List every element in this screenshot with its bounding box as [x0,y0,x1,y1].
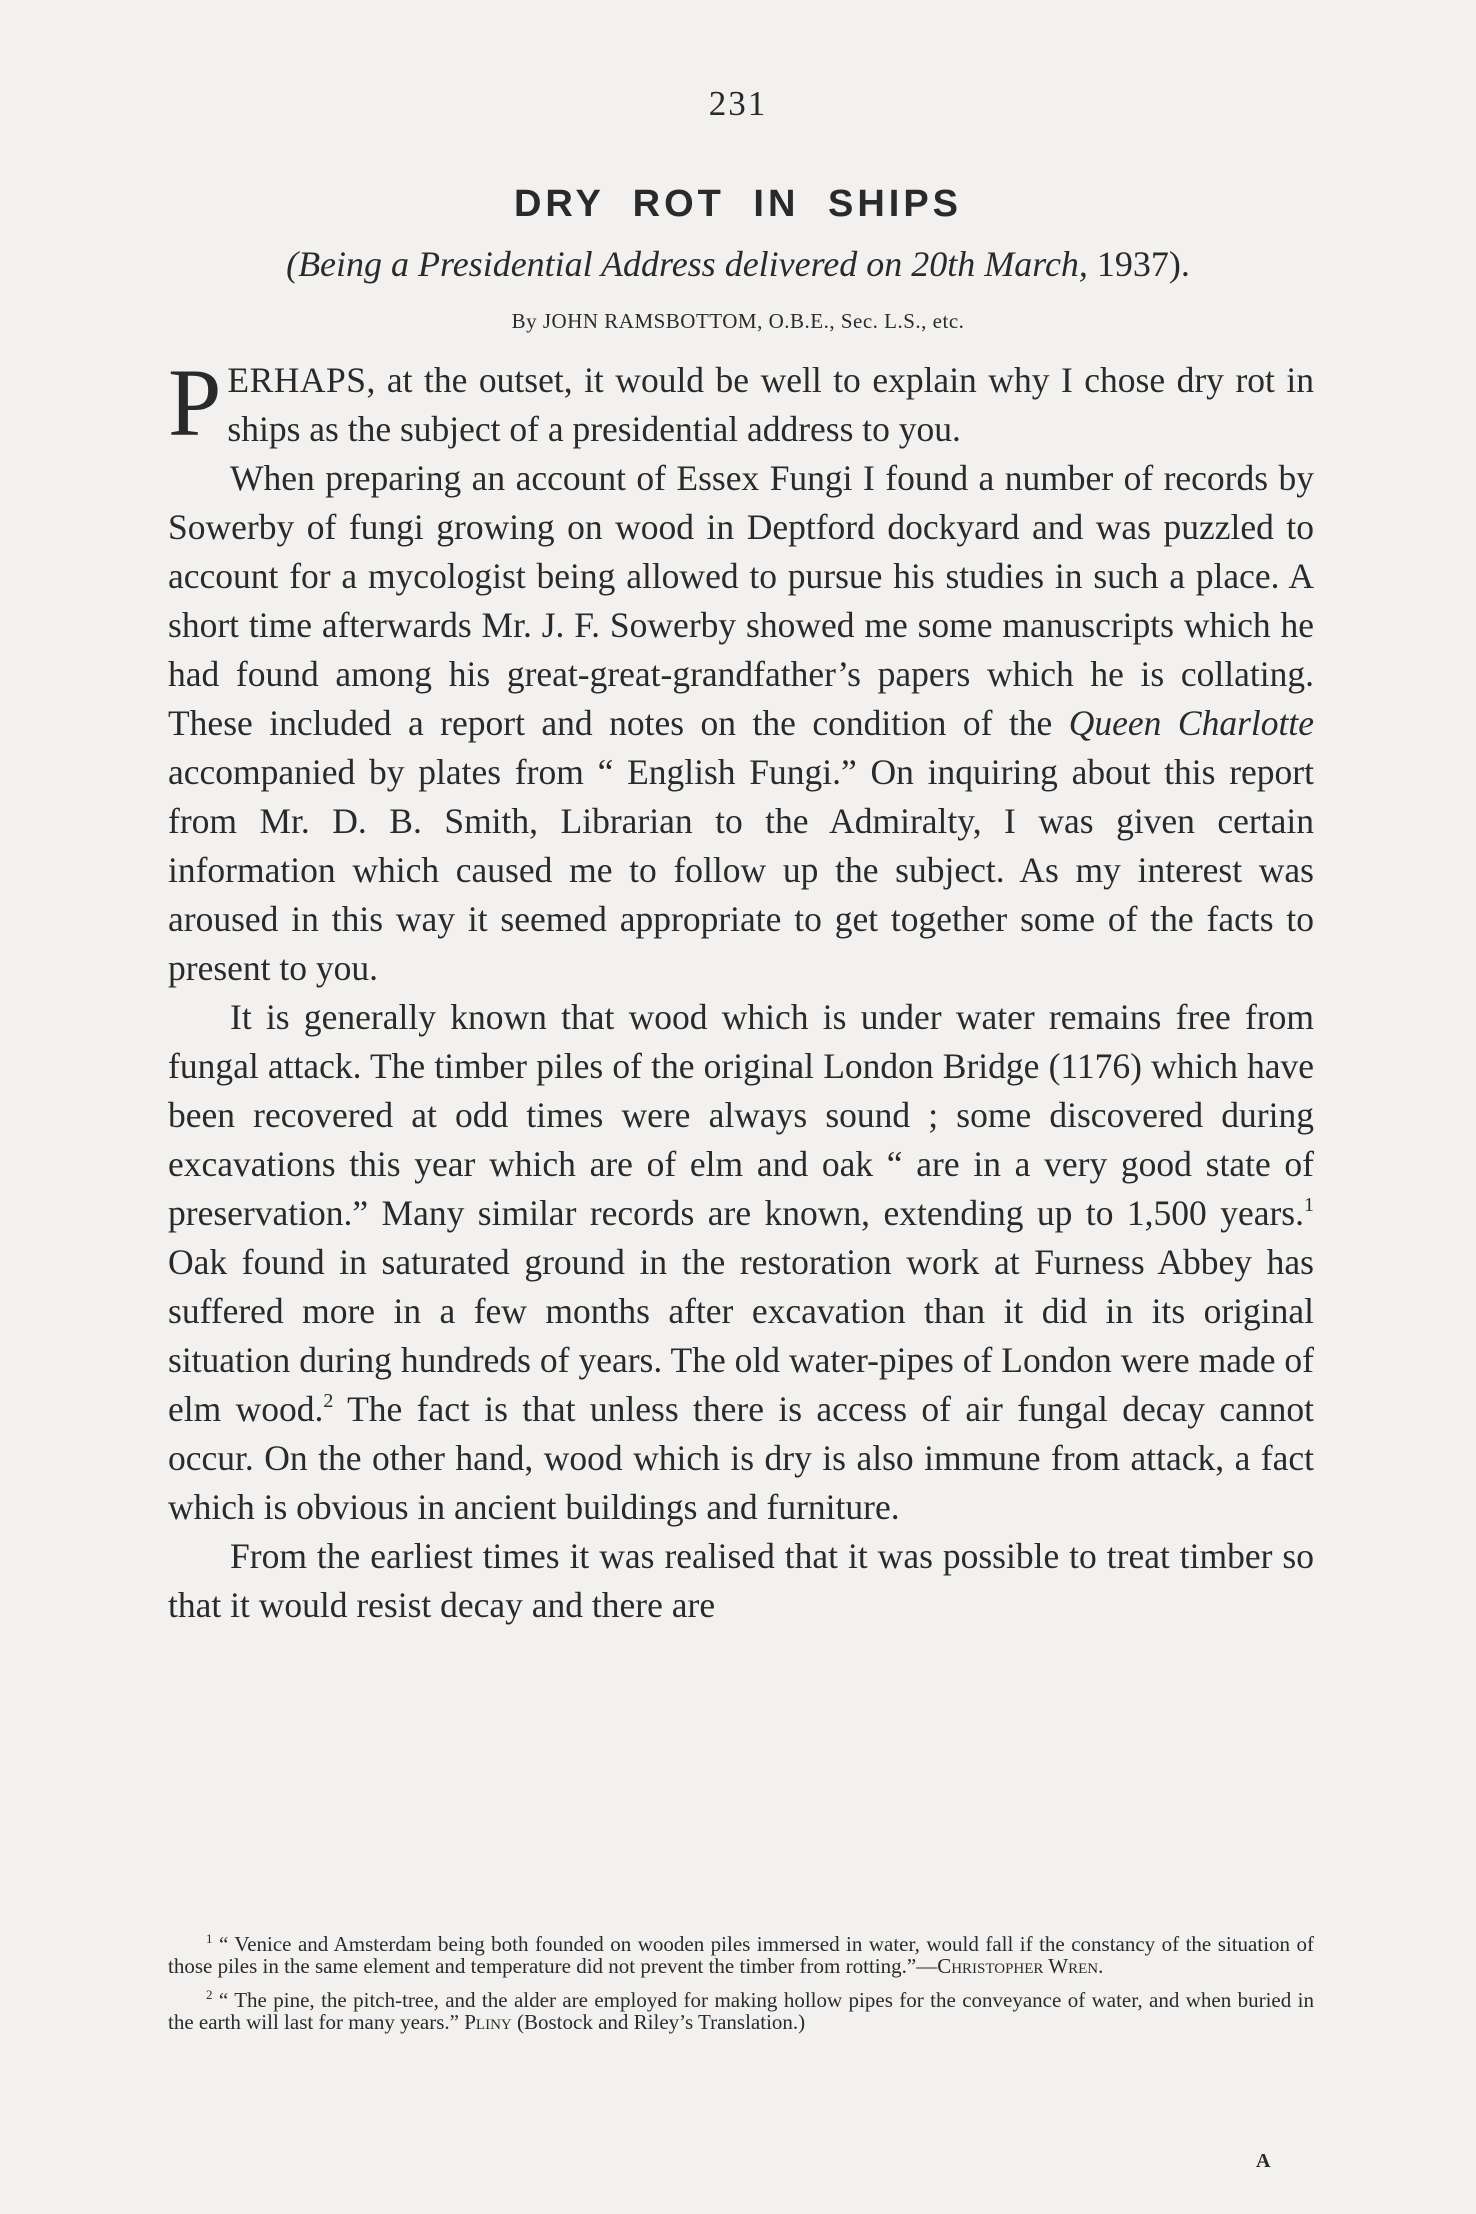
paragraph-1-text: , at the outset, it would be well to explain why I chose dry rot in ships as the subject of a presidential address to you. [227,360,1314,449]
paragraph-3-text-b: Oak found in saturated ground in the restoration work at Furness Abbey has suffered more in a few months after excavation than it did in its original situation during hundreds of years. The old water-pipes of London were made of elm wood. [168,1242,1314,1429]
footnote-1 [168,1933,1314,1977]
paragraph-3 [168,993,1314,1532]
footnote-1-text: “ Venice and Amsterdam being both founded on wooden piles immersed in water, would fall if the constancy of the situation of those piles in the same element and temperature did not prevent the timber from rotting.”— [168,1932,1314,1978]
footnote-ref-1: 1 [1304,1194,1314,1216]
footnote-2-source: (Bostock and Riley’s Translation.) [511,2010,806,2034]
article-title: DRY ROT IN SHIPS [513,183,963,225]
article-body [168,349,1314,1630]
footnote-2-mark: 2 [206,1987,213,2002]
subtitle-text: (Being a Presidential Address delivered on 20th March, [286,244,1097,284]
signature-mark: A [1256,2150,1271,2172]
footnote-ref-2: 2 [323,1390,334,1412]
footnote-1-mark: 1 [206,1931,213,1946]
footnote-1-author: Christopher Wren. [937,1954,1104,1978]
page-number: 231 [708,84,768,123]
subtitle-year: 1937). [1096,244,1190,284]
ship-name: Queen Charlotte [1068,703,1314,743]
paragraph-1 [168,349,1314,456]
paragraph-4 [168,1532,1314,1630]
paragraph-2-text-a: When preparing an account of Essex Fungi I found a number of records by Sowerby of fungi growing on wood in Deptford dockyard and was puzzled to account for a mycologist being allowed to pursue his studies in such a place. A short time afterwards Mr. J. F. Sowerby showed me some manuscripts which he had found among his great-great-grandfather’s papers which he is collating. These included a report and notes on the condition of the [168,458,1314,743]
author-byline: By JOHN RAMSBOTTOM, O.B.E., Sec. L.S., etc. [511,309,965,333]
footnote-2-text: “ The pine, the pitch-tree, and the alder are employed for making hollow pipes for the conveyance of water, and when buried in the earth will last for many years.” [168,1988,1314,2034]
article-subtitle [0,243,1476,285]
paragraph-4-text: From the earliest times it was realised that it was possible to treat timber so that it would resist decay and there are [168,1536,1314,1625]
lead-caps: ERHAPS [227,360,367,400]
paragraph-3-text-a: It is generally known that wood which is under water remains free from fungal attack. The timber piles of the original London Bridge (1176) which have been recovered at odd times were always sound ; some discovered during excavations this year which are of elm and oak “ are in a very good state of preservation.” Many similar records are known, extending up to 1,500 years. [168,997,1314,1233]
paragraph-3-text-c: The fact is that unless there is access of air fungal decay cannot occur. On the other hand, wood which is dry is also immune from attack, a fact which is obvious in ancient buildings and furniture. [168,1389,1314,1527]
paragraph-2-text-b: accompanied by plates from “ English Fungi.” On inquiring about this report from Mr. D. B. Smith, Librarian to the Admiralty, I was given certain information which caused me to follow up the subject. As my interest was aroused in this way it seemed appropriate to get together some of the facts to present to you. [168,752,1314,988]
footnote-2 [168,1989,1314,2033]
drop-cap: P [168,349,222,456]
footnote-2-author: Pliny [464,2010,512,2034]
footnotes [168,1933,1314,2045]
paragraph-2 [168,454,1314,993]
